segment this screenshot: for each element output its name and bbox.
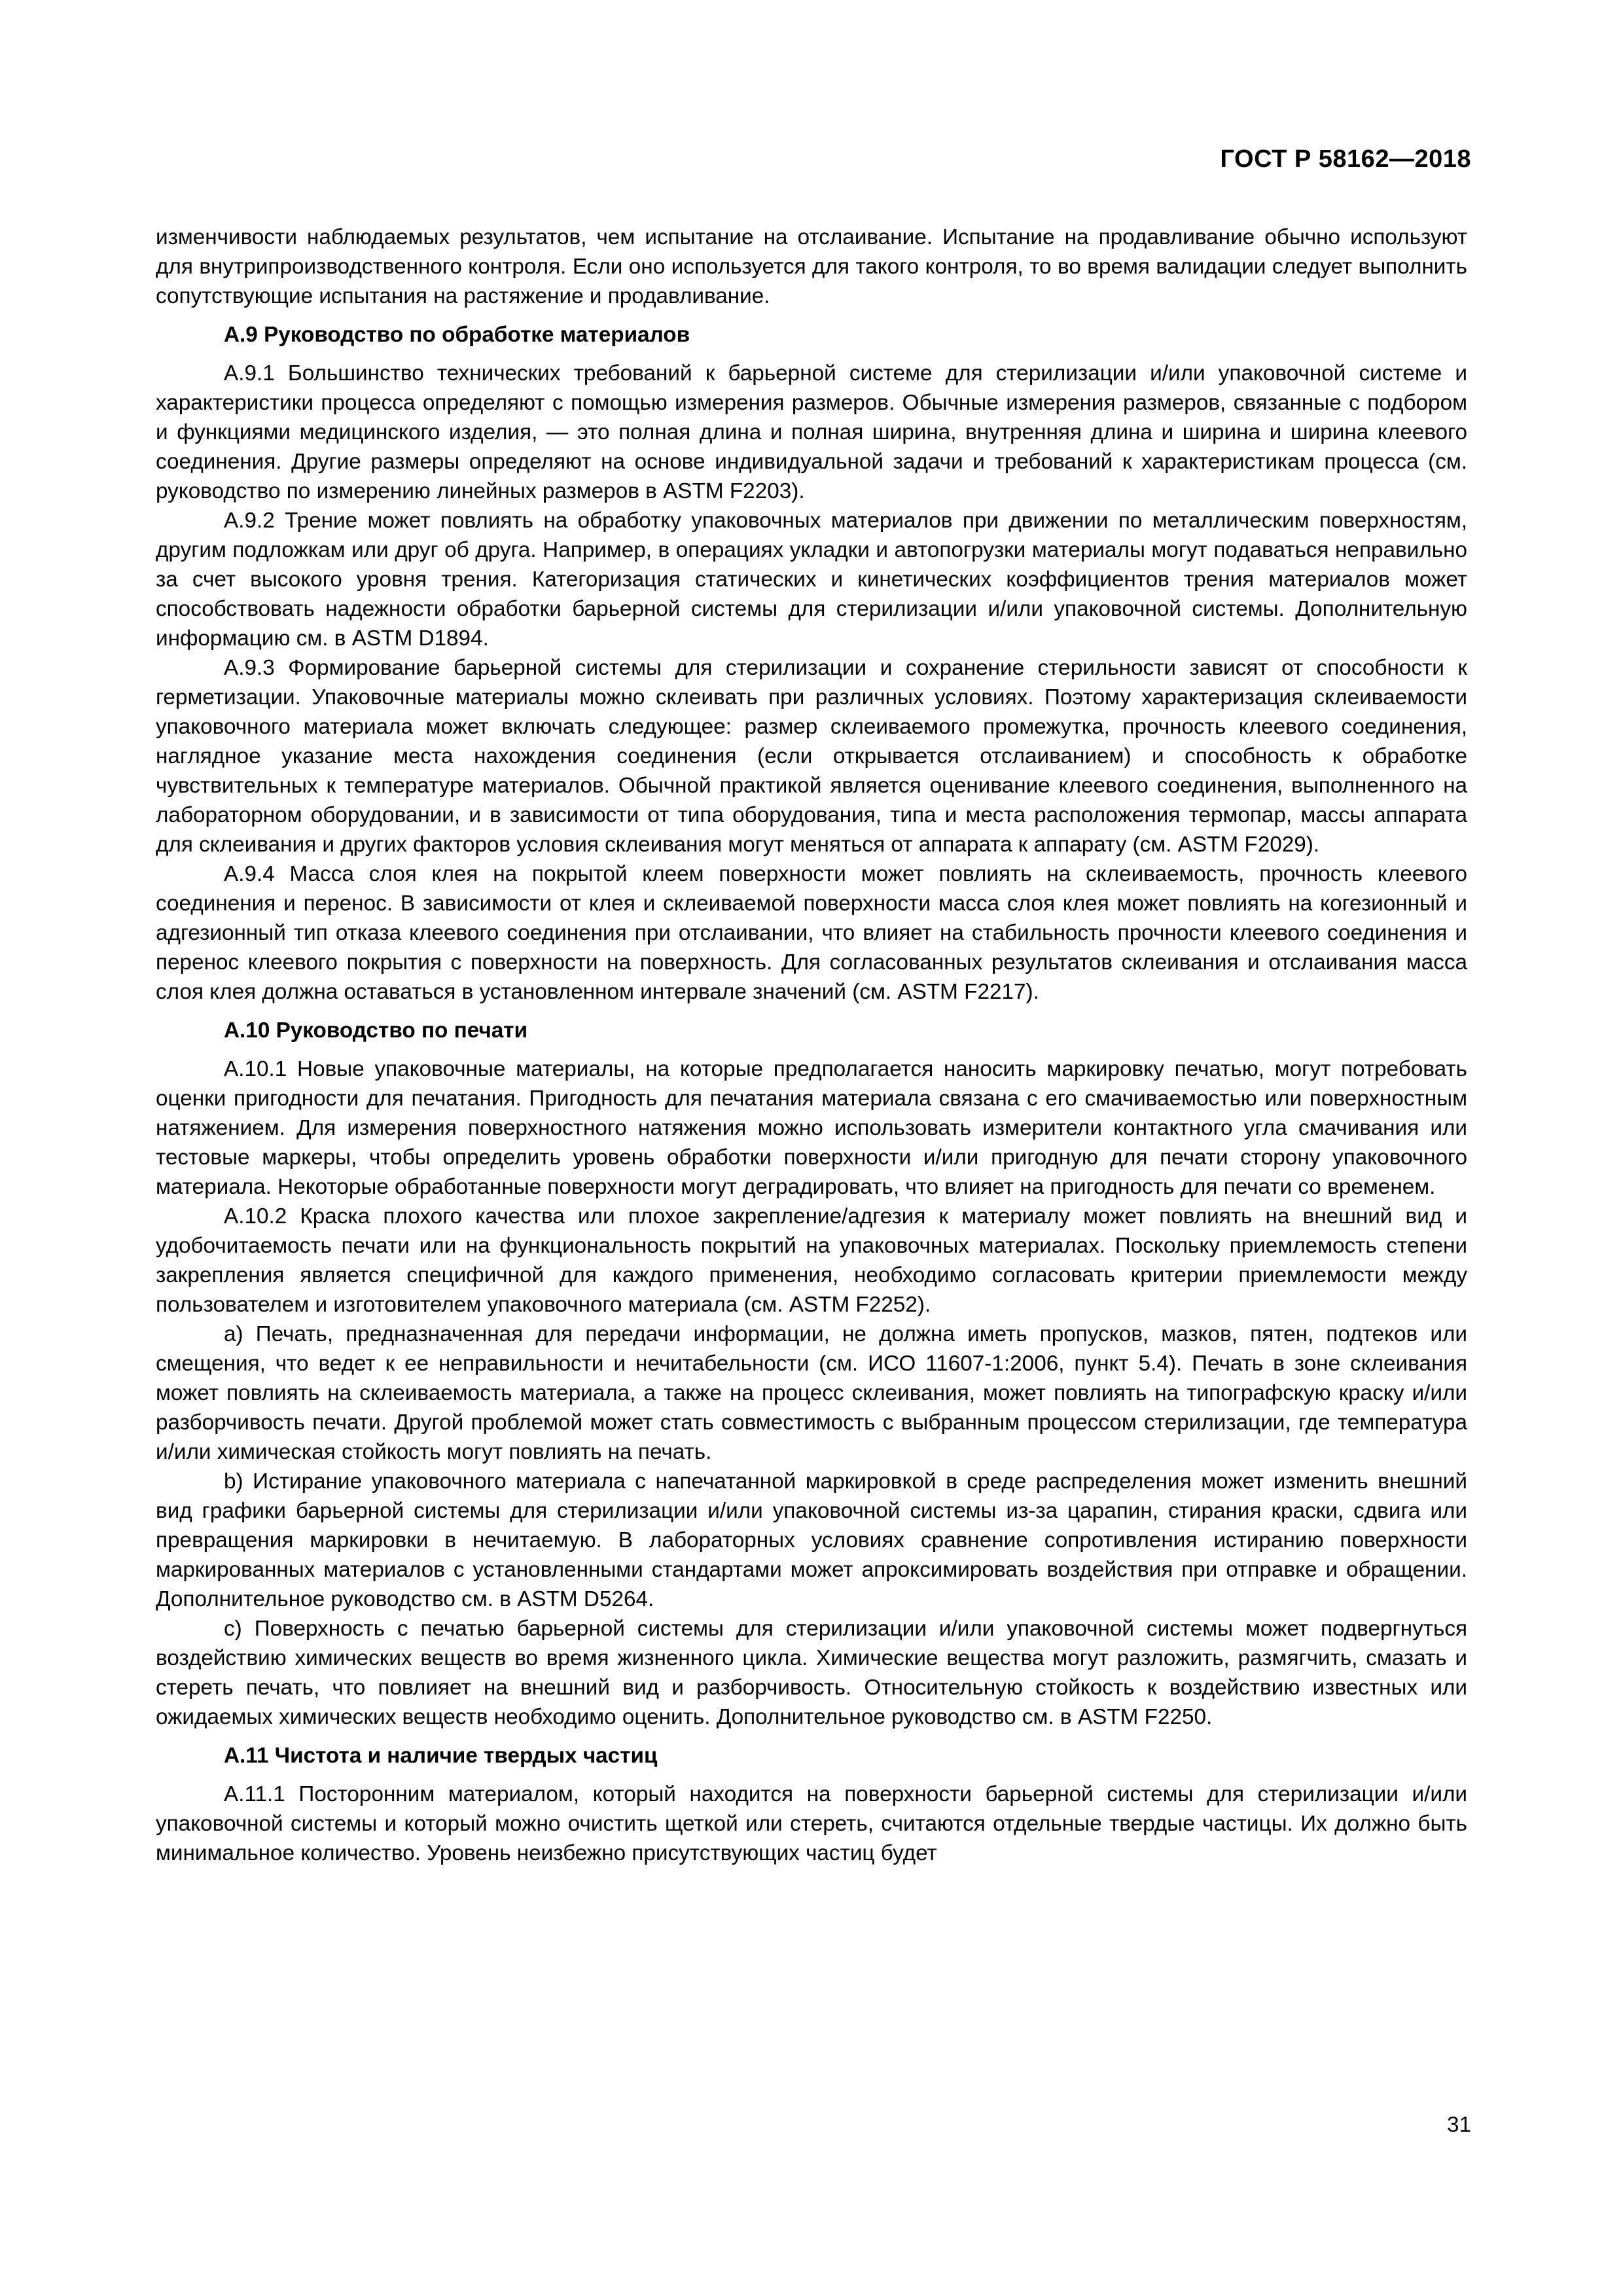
paragraph-a9-2: А.9.2 Трение может повлиять на обработку упаковочных материалов при движении по металлическим поверхностям, другим подложкам или друг об друга. Например, в операциях укладки и автопогрузки материалы могут подаваться неправильно за счет высокого уровня трения. Категоризация статических и кинетических коэффициентов трения материалов может способствовать надежности обработки барьерной системы для стерилизации и/или упаковочной системы. Дополнительную информацию см. в ASTM D1894. xyxy=(156,509,1467,651)
section-heading-a10: А.10 Руководство по печати xyxy=(224,1018,528,1043)
list-item-a10-2-c: c) Поверхность с печатью барьерной системы для стерилизации и/или упаковочной системы может подвергнуться воздействию химических веществ во время жизненного цикла. Химические вещества могут разложить, размягчить, смазать и стереть печать, что повлияет на внешний вид и разборчивость. Относительную стойкость к воздействию известных или ожидаемых химических веществ необходимо оценить. Дополнительное руководство см. в ASTM F2250. xyxy=(156,1617,1467,1729)
paragraph-a9-4: А.9.4 Масса слоя клея на покрытой клеем поверхности может повлиять на склеиваемость, прочность клеевого соединения и перенос. В зависимости от клея и склеиваемой поверхности масса слоя клея может повлиять на когезионный и адгезионный тип отказа клеевого соединения при отслаивании, что влияет на стабильность прочности клеевого соединения и перенос клеевого покрытия с поверхности на поверхность. Для согласованных результатов склеивания и отслаивания масса слоя клея должна оставаться в установленном интервале значений (см. ASTM F2217). xyxy=(156,862,1467,1004)
paragraph-a10-1: А.10.1 Новые упаковочные материалы, на которые предполагается наносить маркировку печатью, могут потребовать оценки пригодности для печатания. Пригодность для печатания материала связана с его смачиваемостью или поверхностным натяжением. Для измерения поверхностного натяжения можно использовать измерители контактного угла смачивания или тестовые маркеры, чтобы определить уровень обработки поверхности и/или пригодную для печати сторону упаковочного материала. Некоторые обработанные поверхности могут деградировать, что влияет на пригодность для печати со временем. xyxy=(156,1057,1467,1199)
list-item-a10-2-a: a) Печать, предназначенная для передачи информации, не должна иметь пропусков, мазков, пятен, подтеков или смещения, что ведет к ее неправильности и нечитабельности (см. ИСО 11607-1:2006, пункт 5.4). Печать в зоне склеивания может повлиять на склеиваемость материала, а также на процесс склеивания, может повлиять на типографскую краску и/или разборчивость печати. Другой проблемой может стать совместимость с выбранным процессом стерилизации, где температура и/или химическая стойкость могут повлиять на печать. xyxy=(156,1322,1467,1464)
paragraph-a10-2: А.10.2 Краска плохого качества или плохое закрепление/адгезия к материалу может повлиять на внешний вид и удобочитаемость печати или на функциональность покрытий на упаковочных материалах. Поскольку приемлемость степени закрепления является специфичной для каждого применения, необходимо согласовать критерии приемлемости между пользователем и изготовителем упаковочного материала (см. ASTM F2252). xyxy=(156,1204,1467,1317)
document-code: ГОСТ Р 58162—2018 xyxy=(1220,145,1471,173)
page-number: 31 xyxy=(1446,2113,1471,2137)
list-item-a10-2-b: b) Истирание упаковочного материала с напечатанной маркировкой в среде распределения может изменить внешний вид графики барьерной системы для стерилизации и/или упаковочной системы из-за царапин, стирания краски, сдвига или превращения маркировки в нечитаемую. В лабораторных условиях сравнение сопротивления истиранию поверхности маркированных материалов с установленными стандартами может апроксимировать воздействия при отправке и обращении. Дополнительное руководство см. в ASTM D5264. xyxy=(156,1469,1467,1611)
section-heading-a11: А.11 Чистота и наличие твердых частиц xyxy=(224,1744,658,1768)
paragraph-continuation: изменчивости наблюдаемых результатов, чем испытание на отслаивание. Испытание на продавливание обычно используют для внутрипроизводственного контроля. Если оно используется для такого контроля, то во время валидации следует выполнить сопутствующие испытания на растяжение и продавливание. xyxy=(156,225,1467,308)
paragraph-a9-1: А.9.1 Большинство технических требований к барьерной системе для стерилизации и/или упаковочной системе и характеристики процесса определяют с помощью измерения размеров. Обычные измерения размеров, связанные с подбором и функциями медицинского изделия, — это полная длина и полная ширина, внутренняя длина и ширина и ширина клеевого соединения. Другие размеры определяют на основе индивидуальной задачи и требований к характеристикам процесса (см. руководство по измерению линейных размеров в ASTM F2203). xyxy=(156,361,1467,503)
section-heading-a9: А.9 Руководство по обработке материалов xyxy=(224,323,690,347)
paragraph-a11-1: А.11.1 Посторонним материалом, который находится на поверхности барьерной системы для стерилизации и/или упаковочной системы и который можно очистить щеткой или стереть, считаются отдельные твердые частицы. Их должно быть минимальное количество. Уровень неизбежно присутствующих частиц будет xyxy=(156,1782,1467,1865)
paragraph-a9-3: А.9.3 Формирование барьерной системы для стерилизации и сохранение стерильности зависят от способности к герметизации. Упаковочные материалы можно склеивать при различных условиях. Поэтому характеризация склеиваемости упаковочного материала может включать следующее: размер склеиваемого промежутка, прочность клеевого соединения, наглядное указание места нахождения соединения (если открывается отслаиванием) и способность к обработке чувствительных к температуре материалов. Обычной практикой является оценивание клеевого соединения, выполненного на лабораторном оборудовании, и в зависимости от типа оборудования, типа и места расположения термопар, массы аппарата для склеивания и других факторов условия склеивания могут меняться от аппарата к аппарату (см. ASTM F2029). xyxy=(156,656,1467,857)
document-body xyxy=(156,223,1467,1868)
